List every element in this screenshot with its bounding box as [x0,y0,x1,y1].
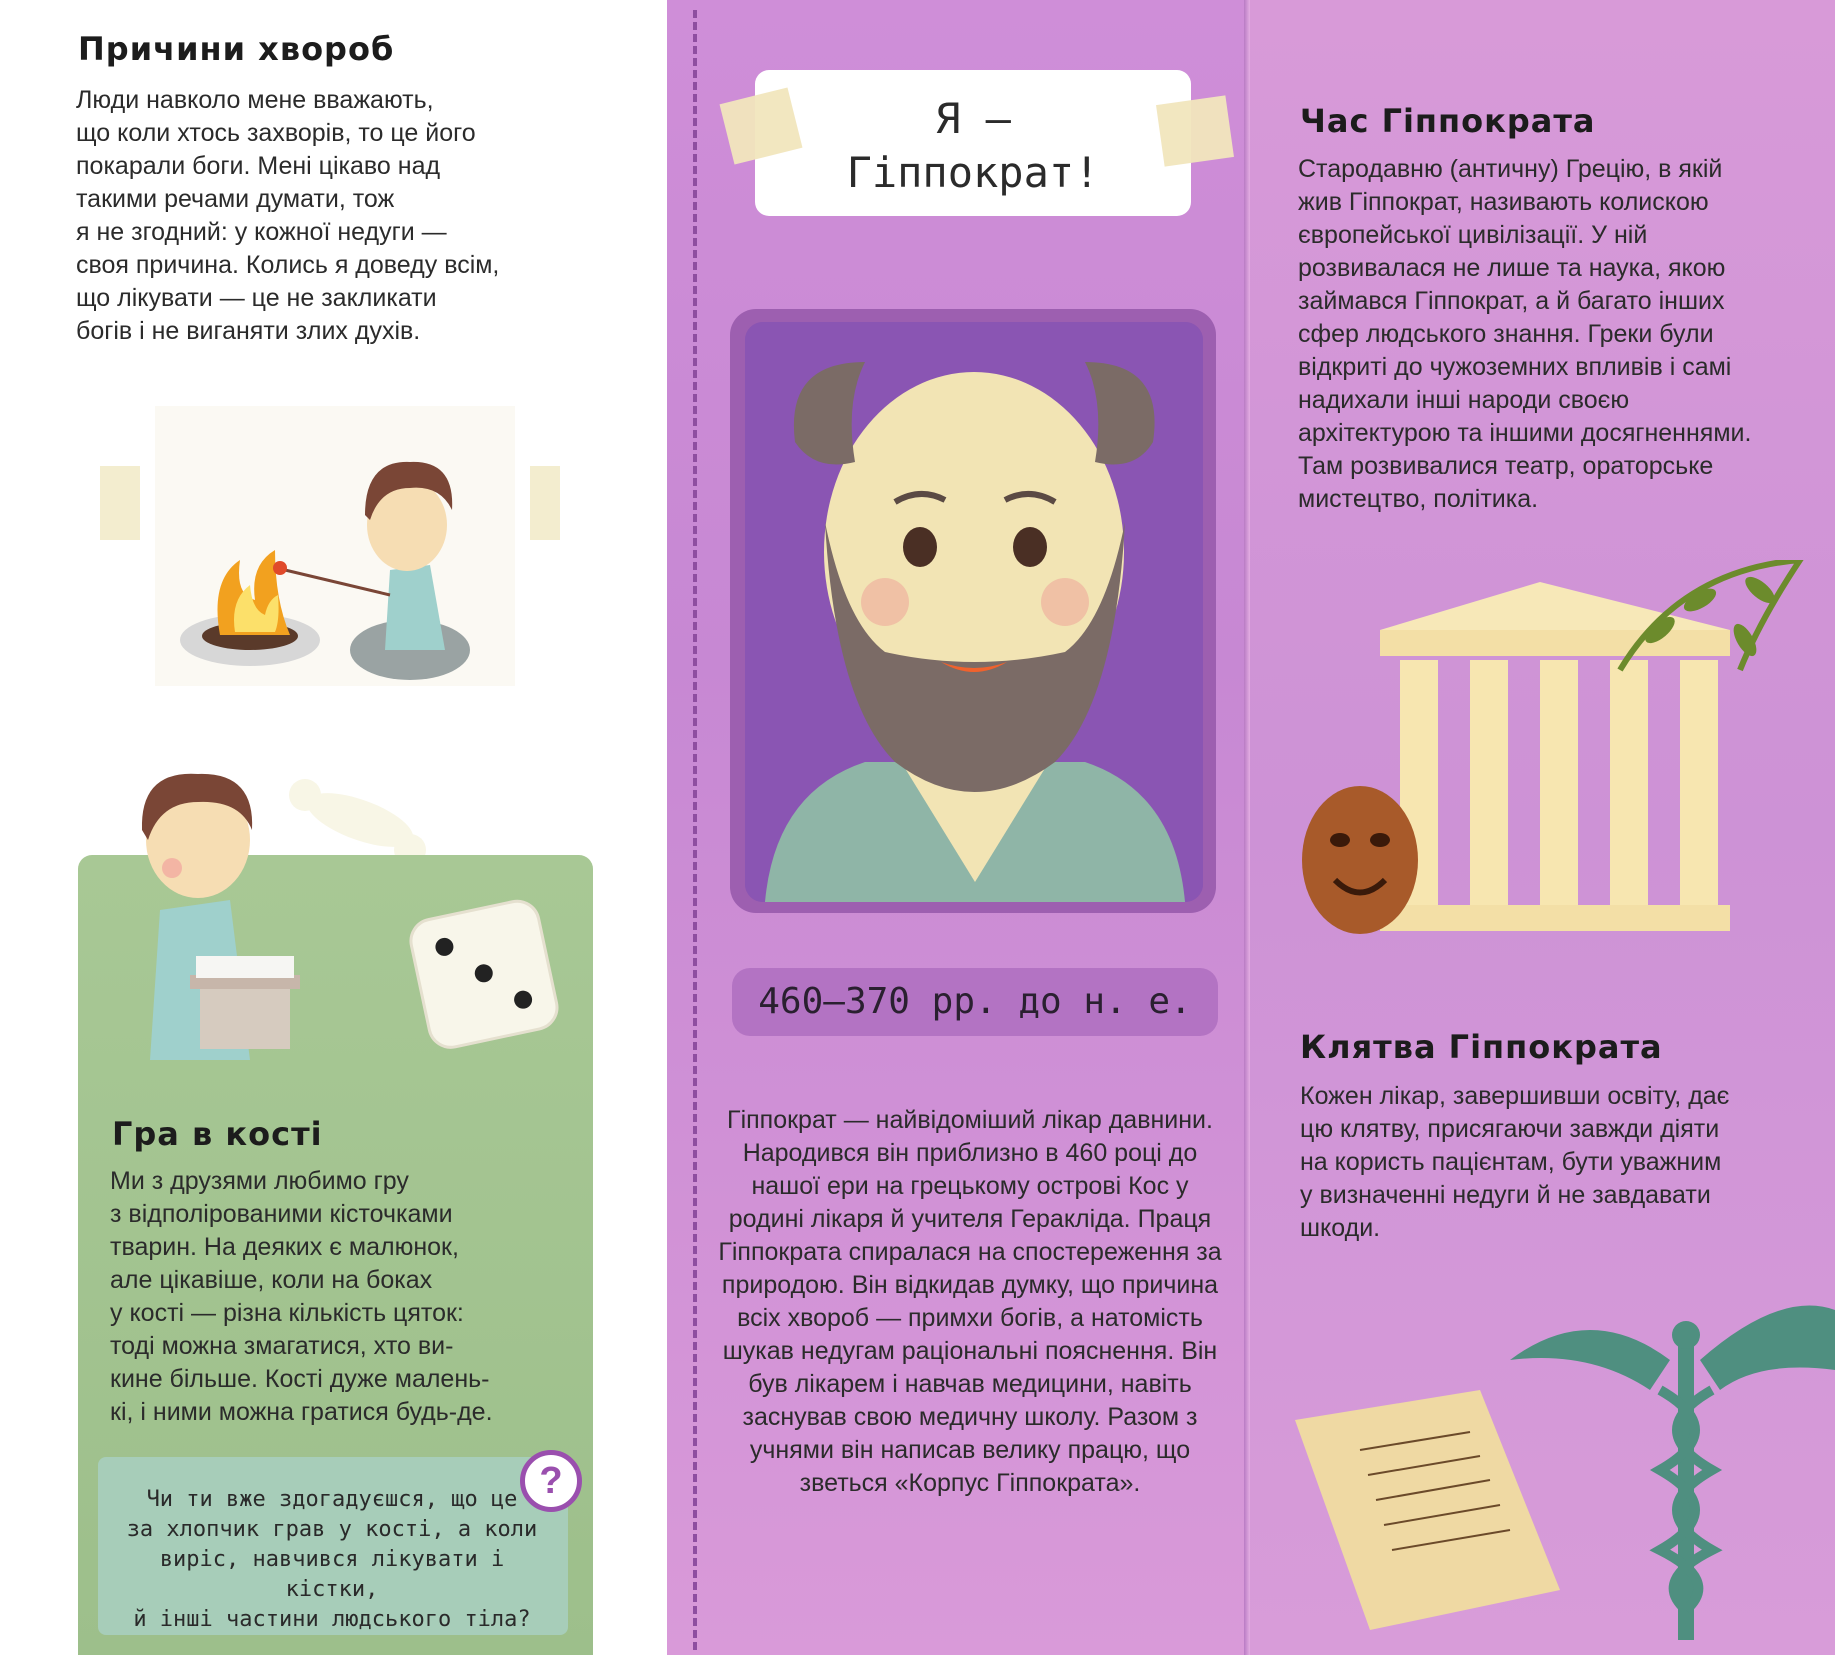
page-title: Я — Гіппократ! [846,94,1100,197]
causes-title: Причини хвороб [78,30,395,68]
dice-game-title: Гра в кості [112,1115,323,1153]
dice-game-text: Ми з друзями любимо гру з відполірованими кісточками тварин. На деяких є малюнок, але цікавіше, коли на боках у кості — різна кількість цяток: тоді можна змагатися, хто ви- кине більше. Кості дуже малень- кі, і ними можна гратися будь-де. [110,1167,493,1426]
scroll-and-caduceus-illustration [1290,1280,1835,1655]
hippocrates-face-illustration [745,322,1203,902]
cut-line [693,10,697,1650]
panel-fold [1244,0,1250,1655]
greek-temple-illustration [1300,560,1830,950]
time-of-hippocrates-text: Стародавню (античну) Грецію, в якій жив Гіппократ, називають колискою європейської цивілізації. У ній розвивалася не лише та наука, якою займався Гіппократ, а й багато інших сфер людського знання. Греки були відкриті до чужоземних впливів і самі надихали інші народи своєю архітектурою та іншими досягненнями. Там розвивалися театр, ораторське мистецтво, політика. [1298,155,1752,513]
question-badge-icon: ? [520,1450,582,1512]
boy-and-dice-figure [100,760,600,1070]
hippocrates-bio-text: Гіппократ — найвідоміший лікар давнини. Народився він приблизно в 460 році до нашої ери на грецькому острові Кос у родині лікаря й учителя Гераклідa. Праця Гіппократа спиралася на спостереження за природою. Він відкидав думку, що причина всіх хвороб — примхи богів, а натомість шукав недугам раціональні пояснення. Він був лікарем і навчав медицини, навіть заснував свою медичну школу. Разом з учнями він написав велику працю, що зветься «Корпус Гіппократа». [718,1106,1222,1497]
oath-text: Кожен лікар, завершивши освіту, дає цю клятву, присягаючи завжди діяти на користь пацієнтам, бути уважним у визначенні недуги й не завдавати шкоди. [1300,1082,1730,1242]
hippocrates-portrait [745,322,1203,902]
oath-title: Клятва Гіппократа [1300,1028,1663,1066]
question-text: Чи ти вже здогадуєшся, що це за хлопчик грав у кості, а коли виріс, навчився лікувати і кістки, й інші частини людського тіла? [126,1487,538,1632]
boy-by-fire-illustration [100,400,560,700]
time-of-hippocrates-title: Час Гіппократа [1300,102,1596,140]
causes-text: Люди навколо мене вважають, що коли хтось захворів, то це його покарали боги. Мені цікаво над такими речами думати, тож я не згодний: у кожної недуги — своя причина. Колись я доведу всім, що лікувати — це не закликати богів і не виганяти злих духів. [76,86,500,345]
lifespan-dates: 460–370 рр. до н. е. [758,981,1192,1022]
